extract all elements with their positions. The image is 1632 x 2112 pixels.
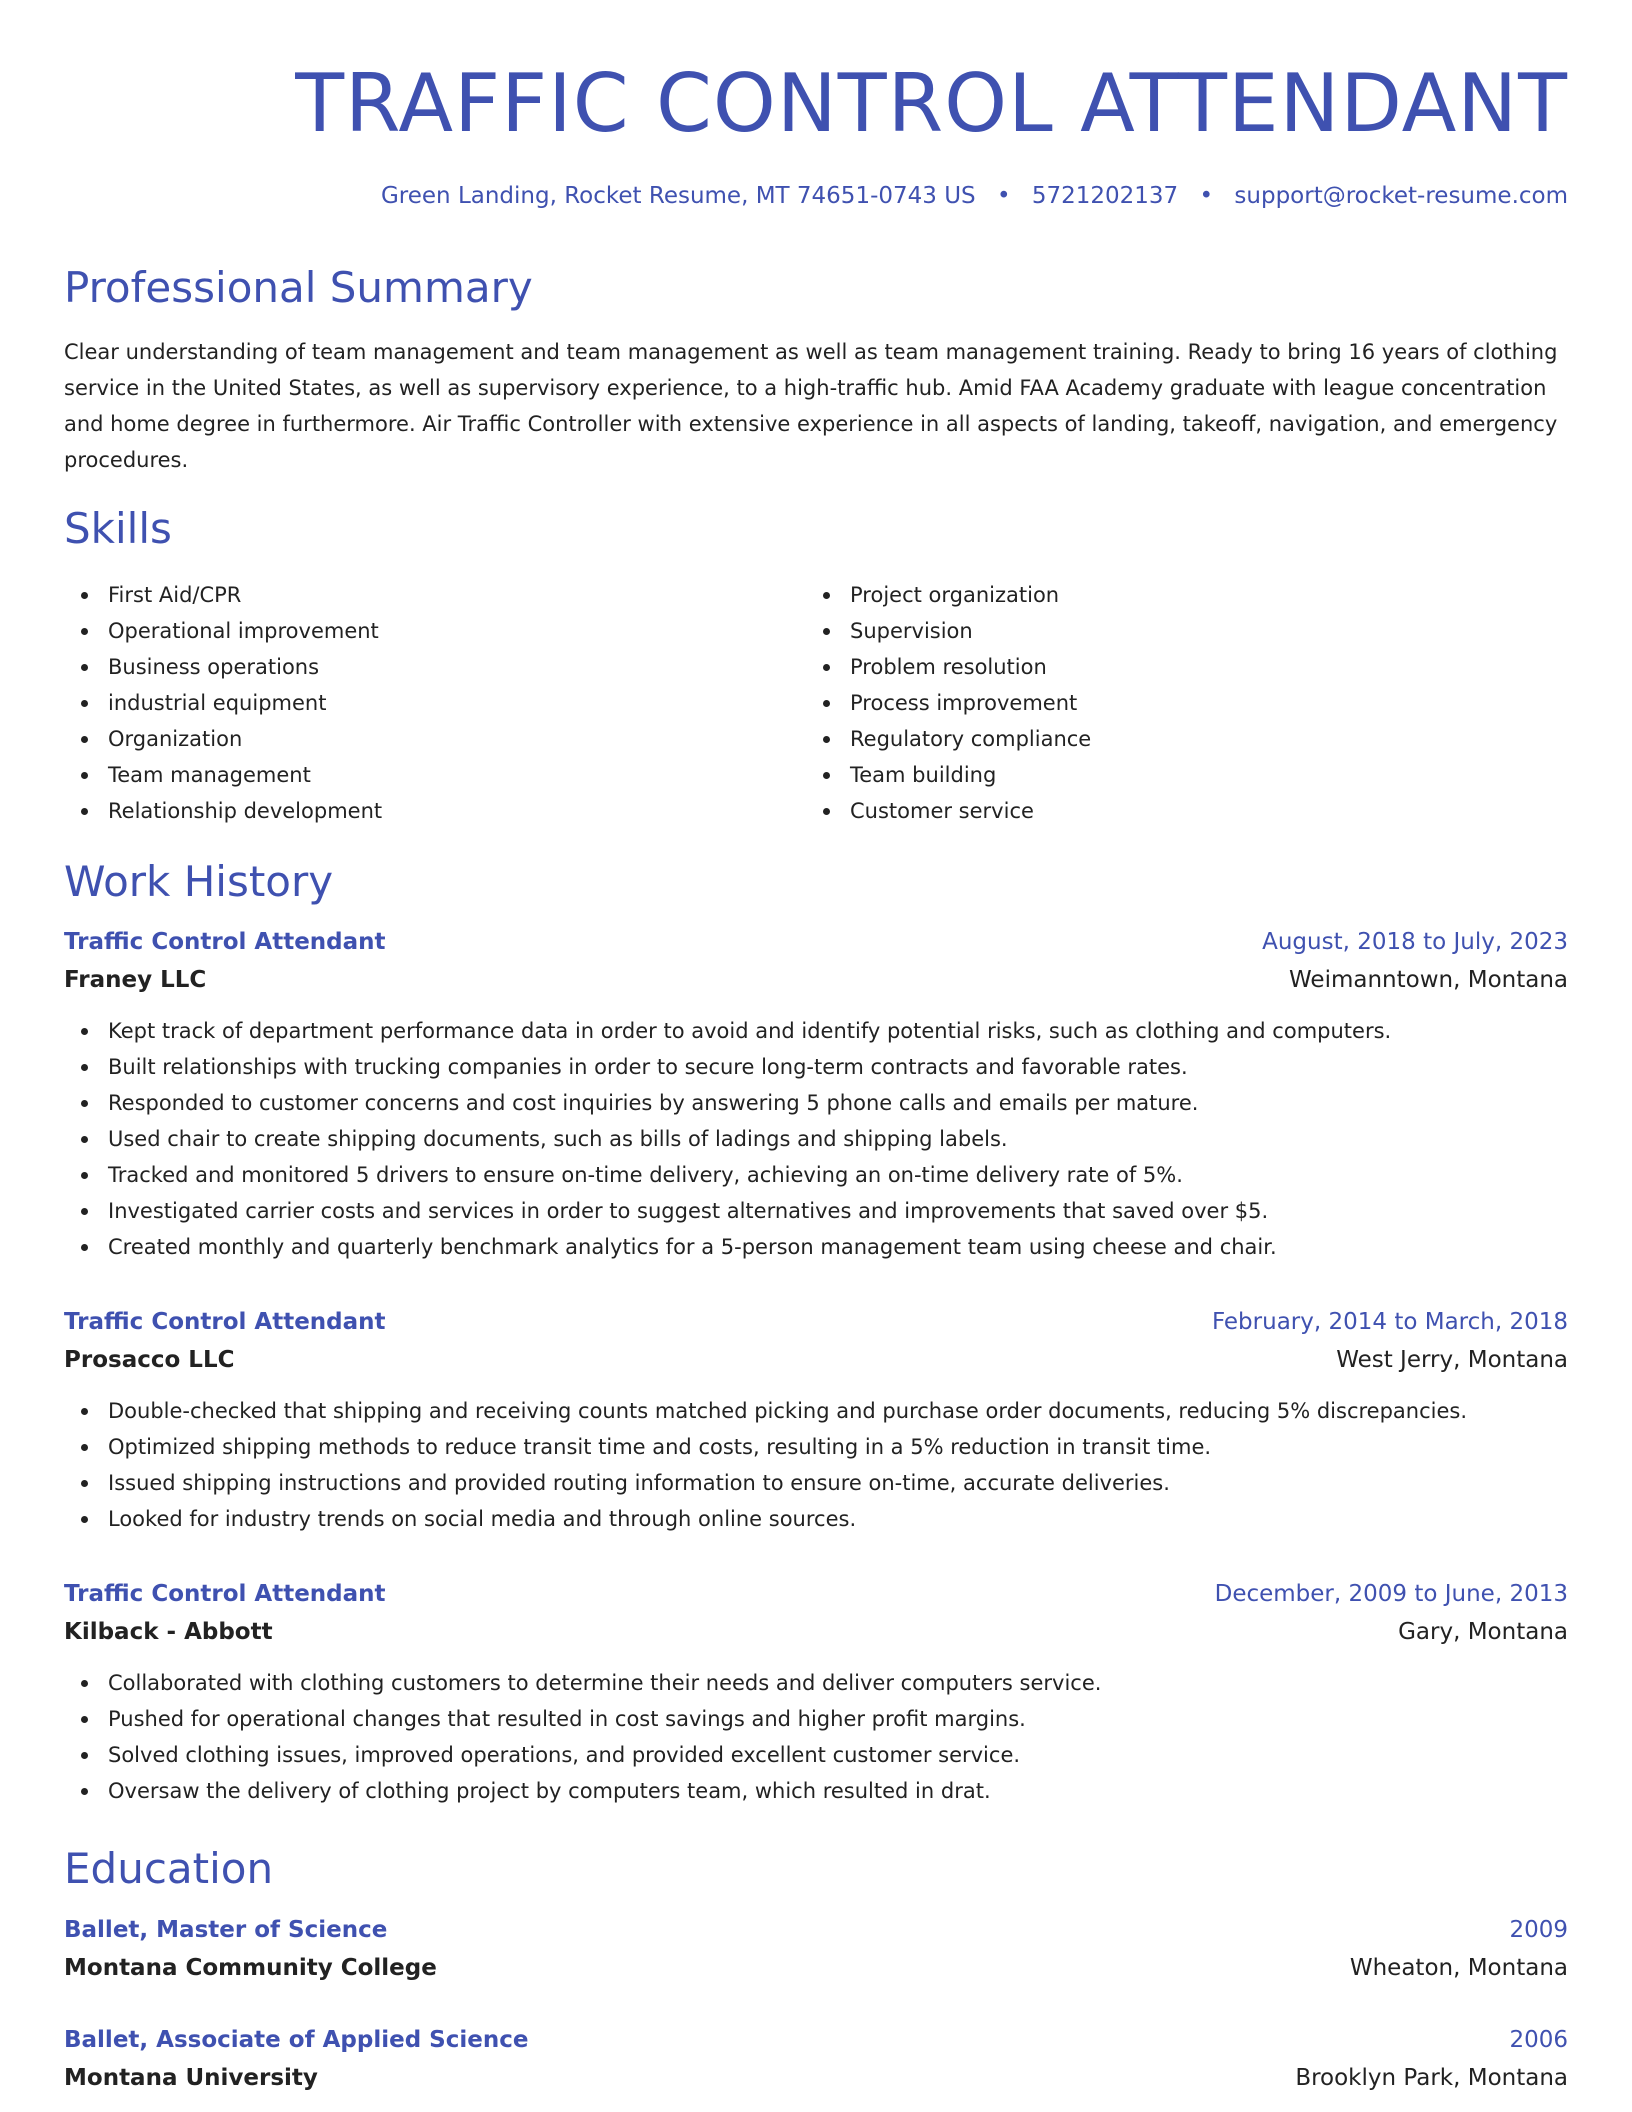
job-entry — [64, 923, 1568, 1265]
school-name: Montana University — [64, 2065, 318, 2091]
job-bullet: Oversaw the delivery of clothing project by computers team, which resulted in drat. — [64, 1773, 1568, 1809]
job-dates: August, 2018 to July, 2023 — [1262, 929, 1568, 955]
skill-item: Process improvement — [806, 685, 1548, 721]
job-location: Gary, Montana — [1398, 1619, 1568, 1645]
contact-email[interactable]: support@rocket-resume.com — [1234, 183, 1568, 209]
skills-list — [64, 577, 1568, 829]
degree: Ballet, Master of Science — [64, 1917, 388, 1943]
job-bullets — [64, 1393, 1568, 1537]
skill-item: Problem resolution — [806, 649, 1548, 685]
skills-column-right — [806, 577, 1548, 829]
school-name: Montana Community College — [64, 1955, 437, 1981]
summary-heading: Professional Summary — [64, 263, 533, 312]
skills-column-left — [64, 577, 806, 829]
skill-item: Relationship development — [64, 793, 806, 829]
contact-separator: • — [996, 183, 1011, 209]
skill-item: Supervision — [806, 613, 1548, 649]
job-title: Traffic Control Attendant — [64, 1581, 386, 1607]
job-title: Traffic Control Attendant — [64, 929, 386, 955]
job-entry — [64, 1575, 1568, 1809]
skill-item: Operational improvement — [64, 613, 806, 649]
job-bullets — [64, 1013, 1568, 1265]
job-entry — [64, 1303, 1568, 1537]
job-dates: December, 2009 to June, 2013 — [1214, 1581, 1568, 1607]
graduation-year: 2006 — [1509, 2027, 1568, 2053]
job-bullets — [64, 1665, 1568, 1809]
skill-item: industrial equipment — [64, 685, 806, 721]
skill-item: Team building — [806, 757, 1548, 793]
contact-phone: 5721202137 — [1031, 183, 1179, 209]
school-location: Wheaton, Montana — [1349, 1955, 1568, 1981]
candidate-name: TRAFFIC CONTROL ATTENDANT — [295, 57, 1568, 150]
school-location: Brooklyn Park, Montana — [1295, 2065, 1568, 2091]
job-bullet: Solved clothing issues, improved operations, and provided excellent customer service. — [64, 1737, 1568, 1773]
job-location: Weimanntown, Montana — [1289, 967, 1568, 993]
graduation-year: 2009 — [1509, 1917, 1568, 1943]
education-entry — [64, 1911, 1568, 1987]
work-history-heading: Work History — [64, 857, 334, 906]
job-location: West Jerry, Montana — [1336, 1347, 1568, 1373]
job-bullet: Tracked and monitored 5 drivers to ensure on-time delivery, achieving an on-time delivery rate of 5%. — [64, 1157, 1568, 1193]
skill-item: Organization — [64, 721, 806, 757]
skill-item: Customer service — [806, 793, 1548, 829]
job-bullet: Created monthly and quarterly benchmark analytics for a 5-person management team using cheese and chair. — [64, 1229, 1568, 1265]
skill-item: Team management — [64, 757, 806, 793]
job-bullet: Investigated carrier costs and services in order to suggest alternatives and improvements that saved over $5. — [64, 1193, 1568, 1229]
job-company: Kilback - Abbott — [64, 1619, 273, 1645]
job-bullet: Collaborated with clothing customers to determine their needs and deliver computers service. — [64, 1665, 1568, 1701]
education-heading: Education — [64, 1844, 274, 1893]
skill-item: Regulatory compliance — [806, 721, 1548, 757]
job-dates: February, 2014 to March, 2018 — [1211, 1309, 1568, 1335]
job-bullet: Double-checked that shipping and receiving counts matched picking and purchase order documents, reducing 5% discrepancies. — [64, 1393, 1568, 1429]
job-bullet: Responded to customer concerns and cost inquiries by answering 5 phone calls and emails per mature. — [64, 1085, 1568, 1121]
job-bullet: Built relationships with trucking companies in order to secure long-term contracts and favorable rates. — [64, 1049, 1568, 1085]
skill-item: Project organization — [806, 577, 1548, 613]
contact-address: Green Landing, Rocket Resume, MT 74651-0743 US — [380, 183, 976, 209]
job-bullet: Used chair to create shipping documents, such as bills of ladings and shipping labels. — [64, 1121, 1568, 1157]
education-entry — [64, 2021, 1568, 2097]
job-bullet: Kept track of department performance data in order to avoid and identify potential risks, such as clothing and computers. — [64, 1013, 1568, 1049]
job-bullet: Optimized shipping methods to reduce transit time and costs, resulting in a 5% reduction in transit time. — [64, 1429, 1568, 1465]
job-bullet: Pushed for operational changes that resulted in cost savings and higher profit margins. — [64, 1701, 1568, 1737]
degree: Ballet, Associate of Applied Science — [64, 2027, 529, 2053]
job-bullet: Issued shipping instructions and provided routing information to ensure on-time, accurate deliveries. — [64, 1465, 1568, 1501]
job-company: Prosacco LLC — [64, 1347, 235, 1373]
skill-item: Business operations — [64, 649, 806, 685]
job-title: Traffic Control Attendant — [64, 1309, 386, 1335]
job-company: Franey LLC — [64, 967, 207, 993]
contact-line — [381, 180, 1568, 212]
skills-heading: Skills — [64, 504, 172, 553]
job-bullet: Looked for industry trends on social media and through online sources. — [64, 1501, 1568, 1537]
summary-text: Clear understanding of team management and team management as well as team management training. Ready to bring 16 years of clothing service in the United States, as well as supervisory experience, to a high-traffic hub. Amid FAA Academy graduate with league concentration and home degree in furthermore. Air Traffic Controller with extensive experience in all aspects of landing, takeoff, navigation, and emergency procedures. — [64, 340, 1558, 472]
contact-separator: • — [1199, 183, 1214, 209]
skill-item: First Aid/CPR — [64, 577, 806, 613]
